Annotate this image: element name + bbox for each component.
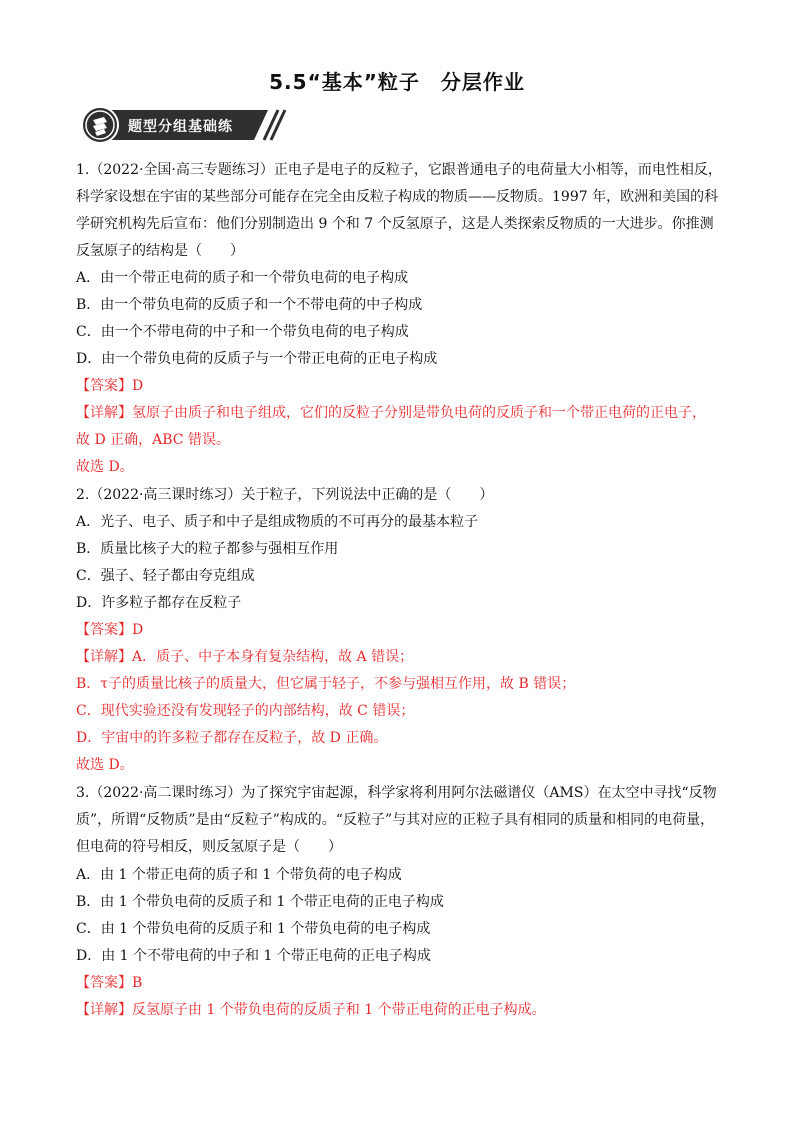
layers-icon [80,106,120,144]
q1-stem-line: 科学家设想在宇宙的某些部分可能存在完全由反粒子构成的物质——反物质。1997 年，欧洲和美国的科 [76,189,719,205]
q2-option-c: C．强子、轻子都由夸克组成 [76,568,255,584]
q2-detail: D．宇宙中的许多粒子都存在反粒子，故 D 正确。 [76,730,388,746]
banner-label: 题型分组基础练 [128,119,233,135]
q1-stem-line: 1.（2022·全国·高三专题练习）正电子是电子的反粒子，它跟普通电子的电荷量大小相等，而电性相反， [76,162,722,178]
page-title: 5.5“基本”粒子 分层作业 [269,70,525,94]
q1-answer: 【答案】D [76,378,144,394]
q3-option-d: D．由 1 个不带电荷的中子和 1 个带正电荷的正电子构成 [76,948,431,964]
q3-answer: 【答案】B [76,975,143,991]
q1-option-d: D．由一个带负电荷的反质子与一个带正电荷的正电子构成 [76,351,438,367]
q3-stem-line: 3.（2022·高二课时练习）为了探究宇宙起源，科学家将利用阿尔法磁谱仪（AMS）在太空中寻找“反物 [76,785,717,801]
q2-detail: C．现代实验还没有发现轻子的内部结构，故 C 错误； [76,703,415,719]
q2-option-d: D．许多粒子都存在反粒子 [76,595,242,611]
q2-option-a: A．光子、电子、质子和中子是组成物质的不可再分的最基本粒子 [76,514,479,530]
q3-option-a: A．由 1 个带正电荷的质子和 1 个带负荷的电子构成 [76,867,402,883]
q2-answer: 【答案】D [76,622,144,638]
q3-detail: 【详解】反氢原子由 1 个带负电荷的反质子和 1 个带正电荷的正电子构成。 [76,1002,546,1018]
q2-detail: 【详解】A．质子、中子本身有复杂结构，故 A 错误； [76,649,414,665]
q2-stem-line: 2.（2022·高三课时练习）关于粒子，下列说法中正确的是（ ） [76,487,494,503]
q3-stem-line: 但电荷的符号相反，则反氢原子是（ ） [76,839,342,855]
section-banner [78,106,288,144]
q1-conclusion: 故选 D。 [76,459,134,475]
q2-conclusion: 故选 D。 [76,757,134,773]
q1-option-a: A．由一个带正电荷的质子和一个带负电荷的电子构成 [76,270,409,286]
q2-option-b: B．质量比核子大的粒子都参与强相互作用 [76,541,339,557]
q3-stem-line: 质”，所谓“反物质”是由“反粒子”构成的。“反粒子”与其对应的正粒子具有相同的质量和相同的电荷量， [76,812,715,828]
q1-option-b: B．由一个带负电荷的反质子和一个不带电荷的中子构成 [76,297,423,313]
q3-option-c: C．由 1 个带负电荷的反质子和 1 个带负电荷的电子构成 [76,921,431,937]
q3-option-b: B．由 1 个带负电荷的反质子和 1 个带正电荷的正电子构成 [76,894,444,910]
q2-detail: B．τ子的质量比核子的质量大，但它属于轻子，不参与强相互作用，故 B 错误； [76,676,576,692]
q1-option-c: C．由一个不带电荷的中子和一个带负电荷的电子构成 [76,324,409,340]
q1-detail: 【详解】氢原子由质子和电子组成，它们的反粒子分别是带负电荷的反质子和一个带正电荷的正电子， [76,405,706,421]
q1-stem-line: 学研究机构先后宣布：他们分别制造出 9 个和 7 个反氢原子，这是人类探索反物质的一大进步。你推测 [76,216,714,232]
q1-stem-line: 反氢原子的结构是（ ） [76,243,244,259]
q1-detail: 故 D 正确，ABC 错误。 [76,432,230,448]
